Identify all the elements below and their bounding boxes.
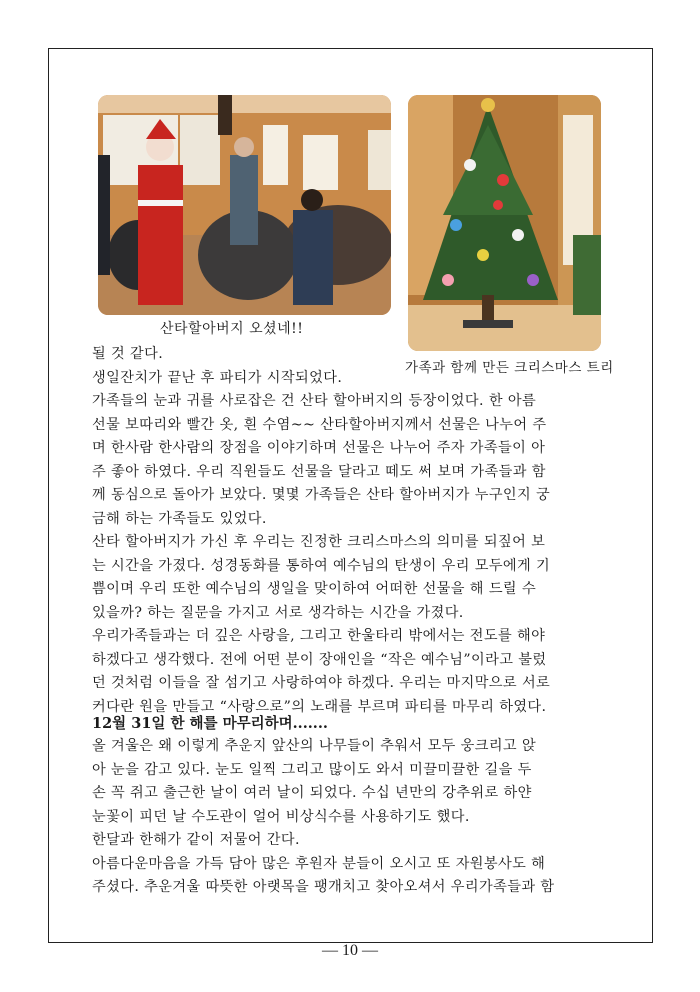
year-end-paragraph [92, 735, 612, 900]
text-line: 올 겨울은 왜 이렇게 추운지 앞산의 나무들이 추워서 모두 웅크리고 앉 [92, 738, 537, 754]
section-heading: 12월 31일 한 해를 마무리하며....... [92, 715, 328, 732]
text-line: 될 것 같다. [92, 346, 164, 362]
text-line: 하겠다고 생각했다. 전에 어떤 분이 장애인을 “작은 예수님”이라고 불렀 [92, 651, 547, 668]
text-line: 며 한사람 한사람의 장점을 이야기하며 선물은 나누어 주자 가족들이 아 [92, 440, 546, 456]
text-line: 생일잔치가 끝난 후 파티가 시작되었다. [92, 369, 343, 386]
party-paragraph [92, 390, 612, 719]
text-line: 손 꼭 쥐고 출근한 날이 여러 날이 되었다. 수십 년만의 강추위로 하얀 [92, 785, 532, 801]
santa-party-photo [98, 95, 391, 315]
text-line: 산타 할아버지가 가신 후 우리는 진정한 크리스마스의 의미를 되짚어 보 [92, 534, 546, 550]
tree-photo-caption: 가족과 함께 만든 크리스마스 트리 [405, 360, 614, 376]
text-line: 한달과 한해가 같이 저물어 간다. [92, 832, 300, 848]
text-line: 커다란 원을 만들고 “사랑으로”의 노래를 부르며 파티를 마무리 하였다. [92, 698, 547, 715]
text-line: 금해 하는 가족들도 있었다. [92, 510, 267, 527]
santa-photo-caption: 산타할아버지 오셨네!! [160, 321, 304, 337]
christmas-tree-photo [408, 95, 601, 351]
text-line: 께 동심으로 돌아가 보았다. 몇몇 가족들은 산타 할아버지가 누구인지 궁 [92, 487, 551, 503]
text-line: 우리가족들과는 더 깊은 사랑을, 그리고 한울타리 밖에서는 전도를 해야 [92, 628, 546, 644]
page-number: — 10 — [322, 942, 378, 959]
text-line: 주셨다. 추운겨울 따뜻한 아랫목을 팽개치고 찾아오셔서 우리가족들과 함 [92, 879, 555, 895]
text-line: 쁨이며 우리 또한 예수님의 생일을 맞이하여 어떠한 선물을 해 드릴 수 [92, 581, 537, 597]
text-line: 아 눈을 감고 있다. 눈도 일찍 그리고 많이도 와서 미끌미끌한 길을 두 [92, 761, 532, 778]
text-line: 아름다운마음을 가득 담아 많은 후원자 분들이 오시고 또 자원봉사도 해 [92, 855, 546, 872]
text-line: 가족들의 눈과 귀를 사로잡은 건 산타 할아버지의 등장이었다. 한 아름 [92, 393, 537, 409]
text-line: 있을까? 하는 질문을 가지고 서로 생각하는 시간을 가졌다. [92, 604, 464, 621]
text-line: 눈꽃이 피던 날 수도관이 얼어 비상식수를 사용하기도 했다. [92, 808, 470, 825]
text-line: 던 것처럼 이들을 잘 섬기고 사랑하여야 하겠다. 우리는 마지막으로 서로 [92, 675, 551, 691]
text-line: 주 좋아 하였다. 우리 직원들도 선물을 달라고 떼도 써 보며 가족들과 함 [92, 463, 546, 480]
text-line: 선물 보따리와 빨간 옷, 흰 수염~~ 산타할아버지께서 선물은 나누어 주 [92, 416, 547, 433]
intro-text [92, 343, 392, 390]
text-line: 는 시간을 가졌다. 성경동화를 통하여 예수님의 탄생이 우리 모두에게 기 [92, 557, 551, 574]
